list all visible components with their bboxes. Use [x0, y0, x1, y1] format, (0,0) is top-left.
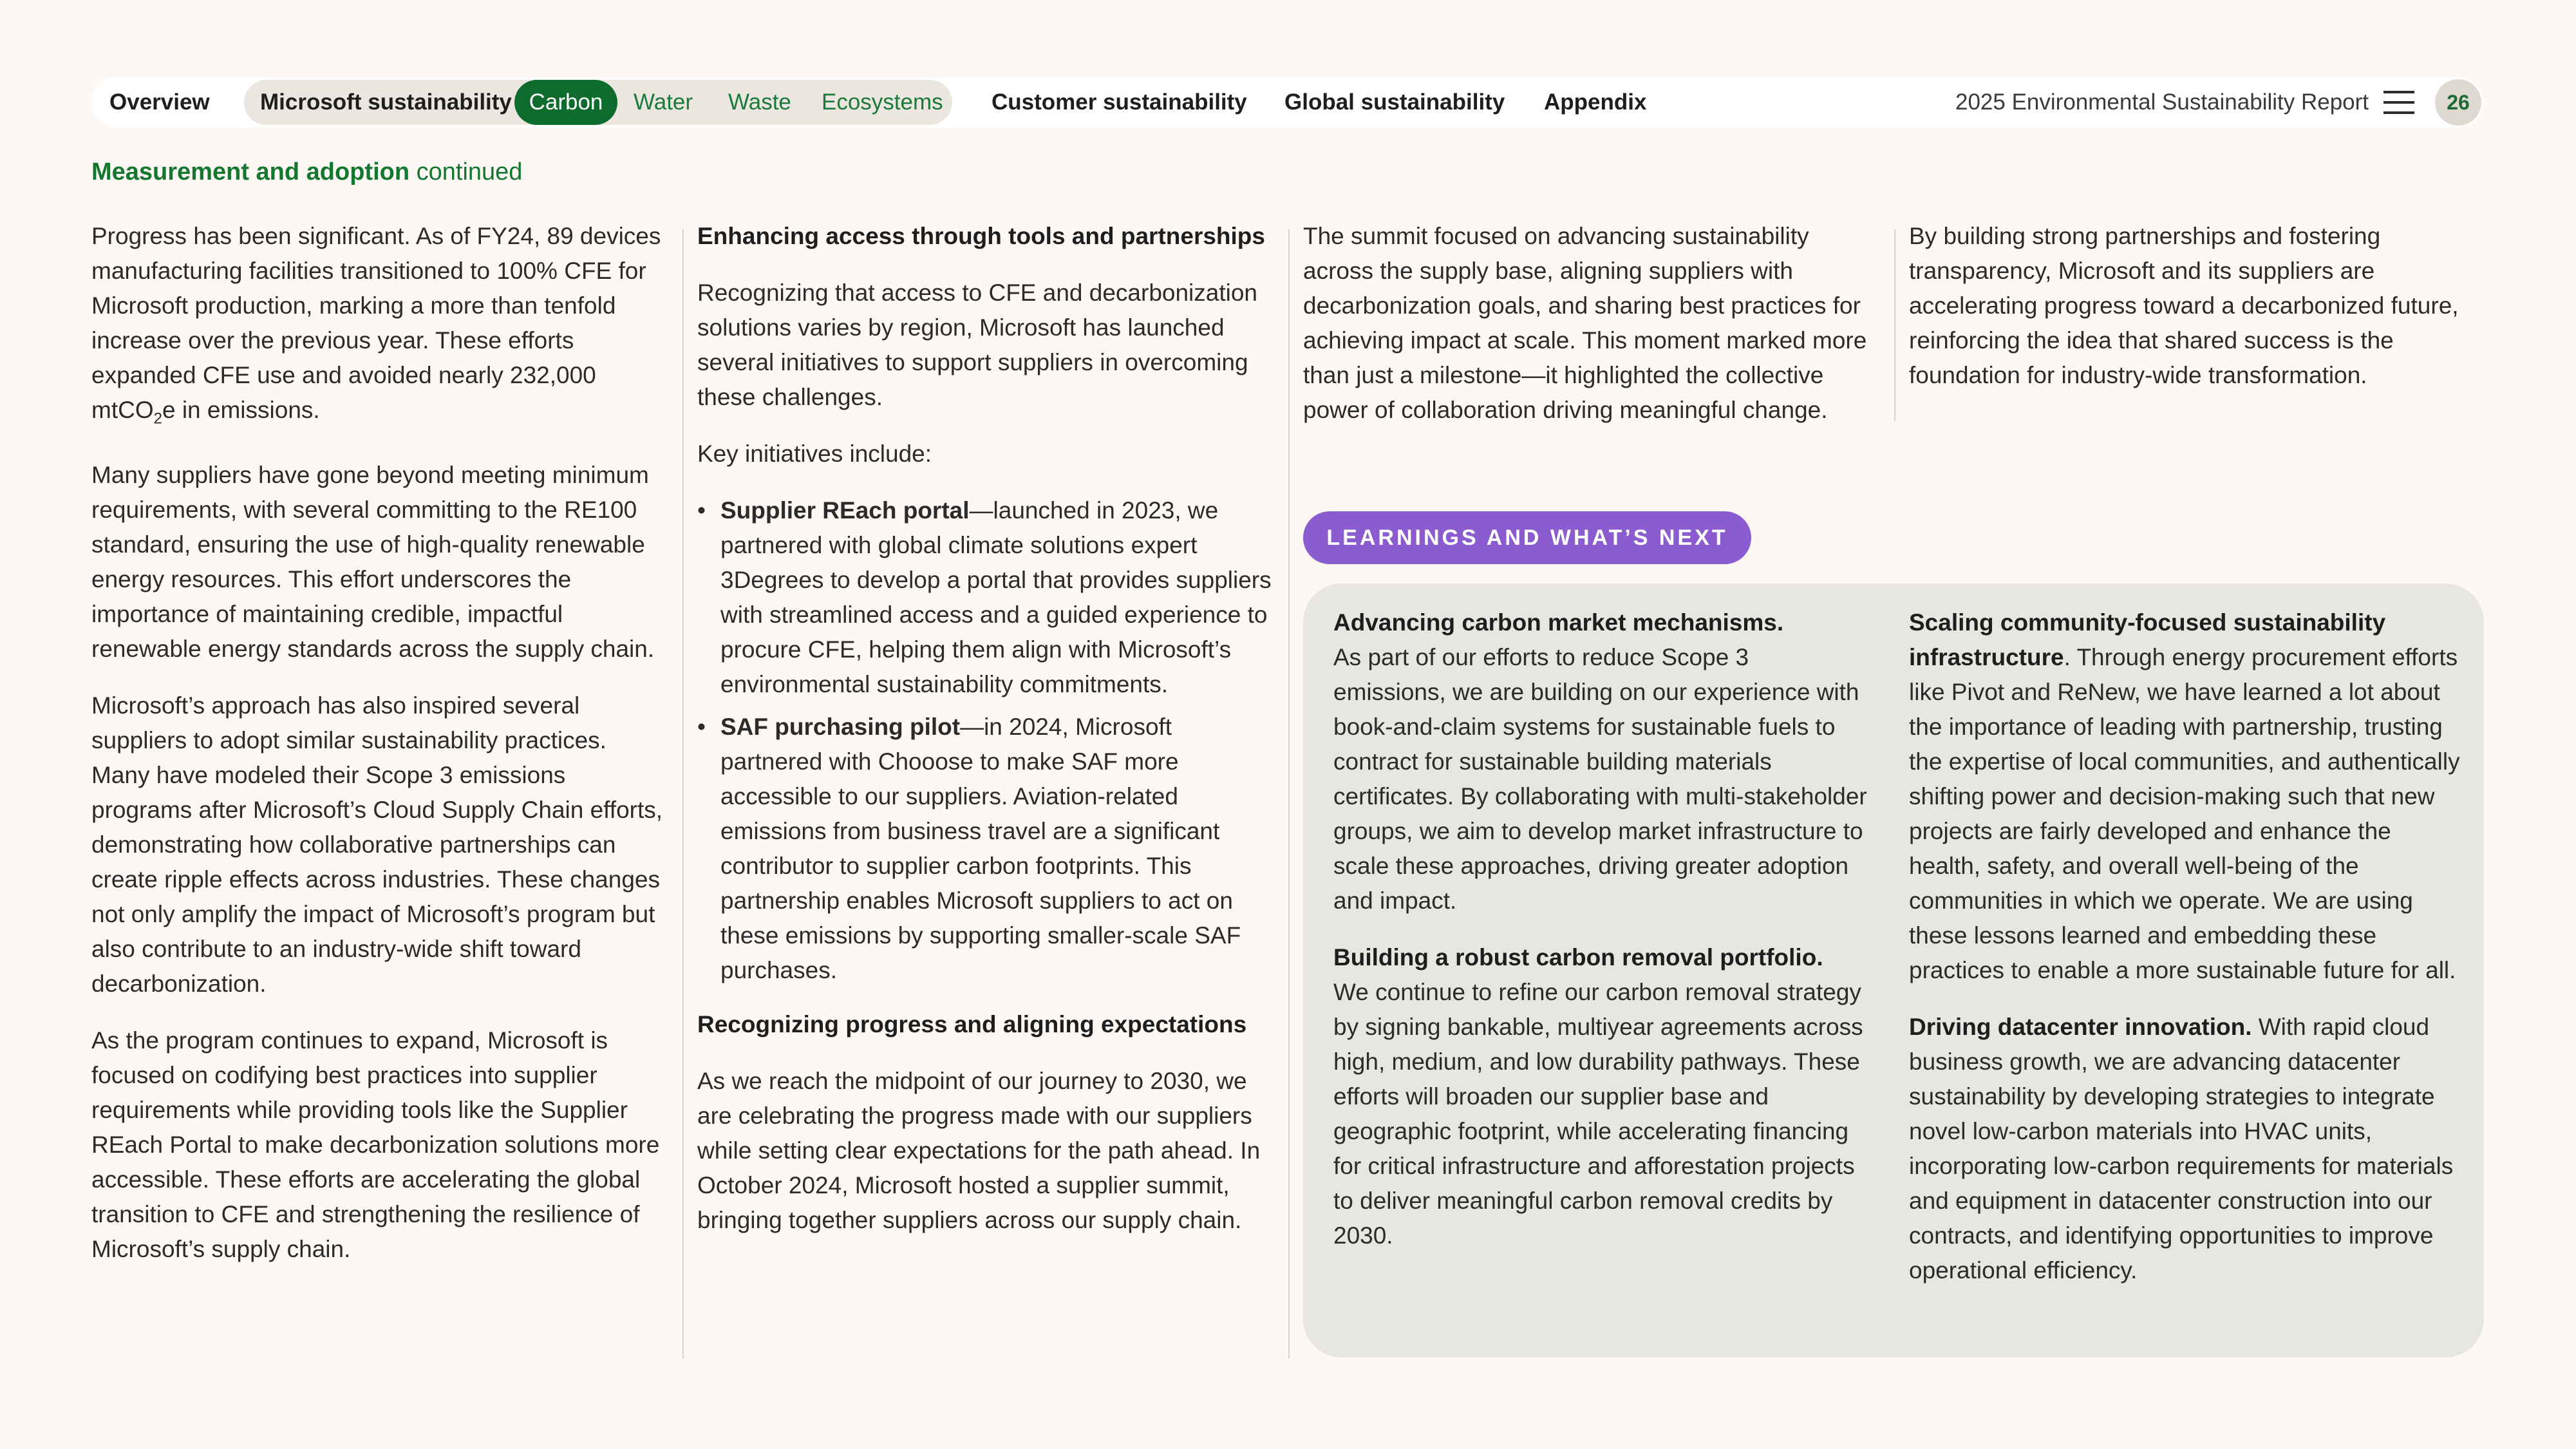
- learnings-column-2: [1909, 605, 2463, 1310]
- paragraph-progress: [91, 219, 671, 436]
- column-divider: [1894, 229, 1895, 421]
- page-number-badge: 26: [2435, 79, 2481, 126]
- learning-text: As part of our efforts to reduce Scope 3 emissions, we are building on our experience with book-and-claim systems for sustainable fuels to contract for sustainable building materials certificates. By collaborating with multi-stakeholder groups, we aim to develop market infrastructure to scale these approaches, driving greater adoption and impact.: [1333, 644, 1867, 914]
- learnings-label: LEARNINGS AND WHAT’S NEXT: [1303, 511, 1751, 564]
- paragraph-summit: The summit focused on advancing sustainability across the supply base, aligning suppliers with decarbonization goals, and sharing best practices for achieving impact at scale. This moment marked more than just a milestone—it highlighted the collective power of collaboration driving meaningful change.: [1303, 223, 1867, 423]
- nav-microsoft-sustainability-group: [244, 80, 952, 125]
- paragraph-partnerships: By building strong partnerships and fostering transparency, Microsoft and its suppliers are accelerating progress toward a decarbonized future, reinforcing the idea that shared success is the foundation for industry-wide transformation.: [1909, 223, 2459, 388]
- top-navigation-bar: [91, 77, 2483, 128]
- paragraph-progress-end: e in emissions.: [162, 397, 320, 423]
- learning-text: With rapid cloud business growth, we are advancing datacenter sustainability by developing strategies to integrate novel low-carbon materials into HVAC units, incorporating low-carbon requirements for materials and equipment in datacenter construction into our contracts, and identifying opportunities to improve operational efficiency.: [1909, 1014, 2454, 1283]
- co2-subscript: 2: [153, 410, 162, 428]
- nav-water[interactable]: Water: [634, 90, 693, 115]
- section-heading: [91, 158, 522, 186]
- bullet-icon: •: [697, 497, 706, 524]
- nav-overview[interactable]: Overview: [109, 90, 210, 115]
- paragraph-suppliers: Many suppliers have gone beyond meeting minimum requirements, with several committing to the RE100 standard, ensuring the use of high-quality renewable energy resources. This effort underscores the importance of maintaining credible, impactful renewable energy standards across the supply chain.: [91, 462, 655, 663]
- paragraph-approach: Microsoft’s approach has also inspired several suppliers to adopt similar sustainability practices. Many have modeled their Scope 3 emissions programs after Microsoft’s Cloud Supply Chain efforts, demonstrating how collaborative partnerships can create ripple effects across industries. These changes not only amplify the impact of Microsoft’s program but also contribute to an industry-wide shift toward decarbonization.: [91, 692, 663, 998]
- learning-item: [1333, 605, 1868, 918]
- nav-global-sustainability[interactable]: Global sustainability: [1284, 90, 1505, 115]
- bullet-title: Supplier REach portal: [720, 497, 970, 524]
- learning-item: [1909, 1010, 2463, 1288]
- learning-text: . Through energy procurement efforts like Pivot and ReNew, we have learned a lot about the importance of leading with partnership, trusting the expertise of local communities, and authentically shifting power and decision-making such that new projects are fairly developed and enhance the health, safety, and overall well-being of the communities in which we operate. We are using these lessons learned and embedding these practices to enable a more sustainable future for all.: [1909, 644, 2460, 983]
- column-4: [1909, 219, 2488, 415]
- nav-customer-sustainability[interactable]: Customer sustainability: [992, 90, 1247, 115]
- report-title: 2025 Environmental Sustainability Report: [1955, 90, 2369, 115]
- subheading-progress: Recognizing progress and aligning expectations: [697, 1011, 1247, 1037]
- nav-ecosystems[interactable]: Ecosystems: [822, 90, 943, 115]
- nav-carbon-active-tab[interactable]: Carbon: [514, 80, 617, 125]
- column-2: [697, 219, 1277, 1260]
- paragraph-key-initiatives: Key initiatives include:: [697, 440, 932, 467]
- list-item: [697, 493, 1277, 702]
- paragraph-midpoint: As we reach the midpoint of our journey to 2030, we are celebrating the progress made with our suppliers while setting clear expectations for the path ahead. In October 2024, Microsoft hosted a supplier summit, bringing together suppliers across our supply chain.: [697, 1068, 1261, 1233]
- nav-microsoft-sustainability[interactable]: Microsoft sustainability: [260, 90, 512, 115]
- nav-appendix[interactable]: Appendix: [1544, 90, 1647, 115]
- bullet-icon: •: [697, 714, 706, 740]
- initiatives-list: [697, 493, 1277, 988]
- subheading-tools: Enhancing access through tools and partnerships: [697, 223, 1265, 249]
- paragraph-program: As the program continues to expand, Microsoft is focused on codifying best practices into supplier requirements while providing tools like the Supplier REach Portal to make decarbonization solutions more accessible. These efforts are accelerating the global transition to CFE and strengthening the resilience of Microsoft’s supply chain.: [91, 1027, 660, 1263]
- learning-text: We continue to refine our carbon removal strategy by signing bankable, multiyear agreements across high, medium, and low durability pathways. These efforts will broaden our supplier base and geographic footprint, while accelerating financing for critical infrastructure and afforestation projects to deliver meaningful carbon removal credits by 2030.: [1333, 979, 1863, 1249]
- column-1: [91, 219, 671, 1289]
- learning-title: Advancing carbon market mechanisms.: [1333, 609, 1784, 636]
- paragraph-access: Recognizing that access to CFE and decarbonization solutions varies by region, Microsoft has launched several initiatives to support suppliers in overcoming these challenges.: [697, 279, 1258, 410]
- bullet-text: —launched in 2023, we partnered with global climate solutions expert 3Degrees to develop a portal that provides suppliers with streamlined access and a guided experience to procure CFE, helping them align with Microsoft’s environmental sustainability commitments.: [720, 497, 1272, 697]
- section-heading-title: Measurement and adoption: [91, 158, 410, 185]
- bullet-text: —in 2024, Microsoft partnered with Chooose to make SAF more accessible to our suppliers. Aviation-related emissions from business travel are a significant contributor to supplier carbon footprints. This partnership enables Microsoft suppliers to act on these emissions by supporting smaller-scale SAF purchases.: [720, 714, 1241, 983]
- learning-item: [1333, 940, 1868, 1253]
- section-heading-continued: continued: [416, 158, 523, 185]
- column-divider: [682, 229, 684, 1359]
- learning-title: Driving datacenter innovation.: [1909, 1014, 2252, 1040]
- column-3: [1303, 219, 1883, 450]
- nav-waste[interactable]: Waste: [728, 90, 791, 115]
- learning-item: [1909, 605, 2463, 988]
- paragraph-progress-text: Progress has been significant. As of FY24, 89 devices manufacturing facilities transitioned to 100% CFE for Microsoft production, marking a more than tenfold increase over the previous year. These efforts expanded CFE use and avoided nearly 232,000 mtCO: [91, 223, 661, 423]
- hamburger-menu-icon[interactable]: [2383, 90, 2414, 115]
- column-divider: [1288, 229, 1290, 1359]
- list-item: [697, 710, 1277, 988]
- bullet-title: SAF purchasing pilot: [720, 714, 961, 740]
- learning-title: Building a robust carbon removal portfolio.: [1333, 944, 1823, 971]
- learning-title: Scaling community-focused sustainability infrastructure: [1909, 609, 2386, 670]
- learnings-column-1: [1333, 605, 1868, 1275]
